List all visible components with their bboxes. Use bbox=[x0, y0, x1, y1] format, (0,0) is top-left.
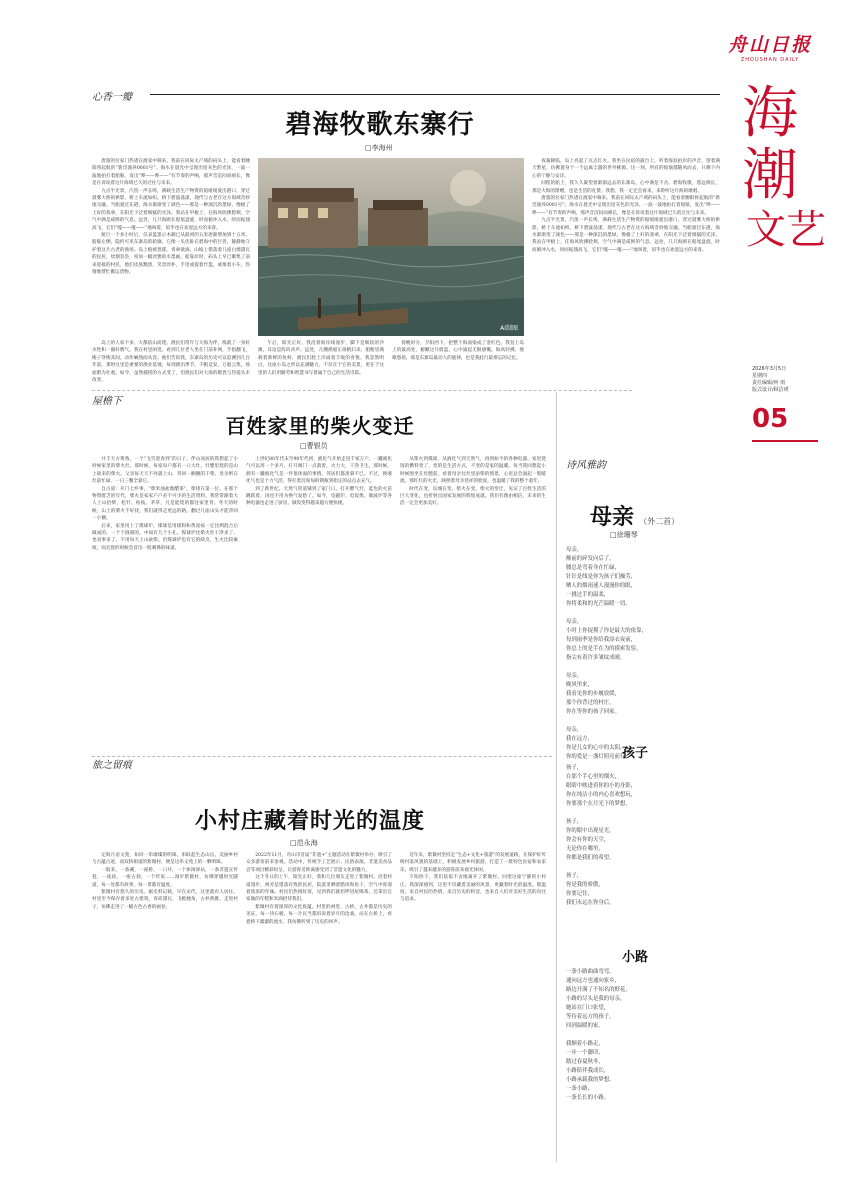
article2-p3: 后来，家里用上了煤球炉。煤球是用煤粉和黄泥按一定比例混合后做成的，一个个圆圆的，中间有几个小孔。煤球炉比柴火灶干净多了，也省事多了，不用每天上山砍柴。但煤球炉也有它的缺点，生火比较麻烦，而且烧的时候会冒出一股刺鼻的味道。 bbox=[92, 523, 238, 551]
column-tag-3-text: 旅之留痕 bbox=[92, 760, 132, 771]
article3-title: 小村庄藏着时光的温度 bbox=[194, 809, 425, 834]
article1-p3: 航行一个多小时后，仅表蓝墨示木颇已从最初的五米逐渐增加到十五米。船舷左侧，隐约可见东寨岛的轮廓，它像一头伏卧在碧海中的巨兽，静静地守护着这片古老的渔场。岛上植被葱郁，青翠欲滴，山坡上错落着几座白墙黛瓦的民居，炊烟袅袅，宛如一幅淡雅的水墨画。船靠岸时，码头上早已聚集了前来迎接的村民，他们皮肤黝黑，笑容淳朴，手里或提着竹篮，或推着小车，热情地帮忙搬运货物。 bbox=[92, 233, 250, 276]
article2-p2: 自古道：开门七件事，“柴米油盐酱醋茶”，柴排在第一位。在那个物资匮乏的年代，柴火是家家户户必不可少的生活资料。我常常跟着大人上山拾柴，松针、枯枝、茅草，凡是能烧的都往家里背。冬天的时候，山上的柴火不好找，我们就得走更远的路，翻过几座山头才能背回一小捆。 bbox=[92, 486, 238, 522]
article2-p7: 时代在变，岛城在变，柴火在变。柴火的变迁，见证了百姓生活的巨大变化，也折射出国家发展的辉煌成就。我们有理由相信，未来的生活一定会更加美好。 bbox=[400, 486, 546, 507]
article3-col1 bbox=[92, 852, 238, 1162]
article3-p8: 夕阳西下，我们依依不舍地离开了紫微村。回望这座宁静的小村庄，我深深感到，这里不仅藏着美丽的风景，更藏着时光的温度。那温度，来自村民的热情，来自历史的积淀，也来自人们对美好生活的向往与追求。 bbox=[400, 875, 546, 903]
article1-p2-repeat: 九点半光景，汽笛一声长鸣，满载生活生产物资的船缓缓驶出港口，穿过晨雾大桥的拱影，桥上车流如织，桥下碧波荡漾，现代与古老在这方海域奇妙地交融。当船驶过东港，海水渐渐变了颜色——那是一种深沉的墨绿，像极了上好的翡翠，在阳光下泛着细腻的光泽。我站在甲板上，任海风吹拂脸颊，空气中满是咸鲜的气息。远处，几只海鸥在船尾盘旋，时而俯冲入水，时而振翅高飞，它们“嘎——嘎——”地叫着，似乎也在欢迎远方的来客。 bbox=[532, 218, 720, 253]
column-tag-4 bbox=[566, 456, 606, 471]
column-tag-4-text: 诗风雅韵 bbox=[566, 460, 606, 471]
date-line-2: 星期四 bbox=[752, 373, 768, 379]
poem3-body: 一条小路曲曲弯弯， 通向远方也通向家乡， 路边开满了不知名的野花， 小路的尽头是我的母亲， 她站在门口张望， 等待着远方的孩子， 回到温暖的家。 我顺着小路走， 一步一个脚印， 踏过春夏秋冬， 小路陪伴我成长， 小路承载我的梦想， 一条小路， 一条长长的小路。 bbox=[566, 969, 631, 1101]
section-name-1: 海 bbox=[742, 81, 798, 146]
section-meta bbox=[752, 366, 822, 394]
article3-col3 bbox=[400, 852, 546, 1162]
section-divider-2 bbox=[92, 756, 552, 757]
page-number: 05 bbox=[752, 404, 789, 434]
article1-byline: □李海州 bbox=[365, 144, 393, 152]
poem2-title: 孩子 bbox=[622, 746, 649, 761]
article2-p4: 上世纪80年代末至90年代初，液化气开始走进千家万户。一罐液化气可以用一个多月，打开阀门一点就着，火力大，干净卫生。那时候，拥有一罐液化气是一件很体面的事情，邻居们都羡慕不已。不过，换液化气也是个力气活，得扛着沉甸甸的钢瓶到指定的站点去充气。 bbox=[246, 457, 392, 485]
article1-p1-repeat: 唐旅的位家门热诸在渡家中频来。我前在回际太产域的码头上，能看着腰阳将起航的“新岱渡养0001号”。海水在晨光中呈现出铅灰色的光泽，一波一波地拍打着船舷，发出“哗——哗——”有节奏的声响，那声音沉闷而绵长，像是在诉说着这片海域已久的过往与未来。 bbox=[532, 196, 720, 216]
article2-byline: □曹银员 bbox=[300, 442, 328, 450]
section-name-3: 文艺 bbox=[746, 207, 826, 253]
date-line-1: 2026年3月5日 bbox=[752, 366, 787, 372]
article2-p6: 从柴火到煤球，从液化气到天然气，再到如今的各种电器，家里烧饭的燃料变了，变的是生活方式，不变的是家的温暖。每当我回想起小时候围坐在灶膛前，看着母亲往灶里添柴的情景，心里总会涌起一股暖流。那红红的火光，映照着母亲慈祥的脸庞，也温暖了我的整个童年。 bbox=[400, 457, 546, 485]
page-number-rule bbox=[752, 440, 818, 442]
article3-p6: 紫微村有着深厚的文化底蕴。村里的祠堂、古桥、古井都是历史的见证，每一块石板、每一片瓦当都诉说着岁月的沧桑。站在古桥上，看着桥下潺潺的流水，我仿佛听到了历史的回声。 bbox=[246, 904, 392, 925]
masthead-logo bbox=[720, 30, 820, 63]
article1-p6: 傍晚时分，夕阳西下，把整个海面染成了金红色。我登上岛上的最高处，俯瞰这片蔚蓝，心中涌起无限感慨。海风轻拂，渔歌悠扬，那是东寨岛最动人的旋律，也是我此行最难忘的记忆。 bbox=[392, 341, 524, 361]
article3-p1: 定海月岙文苑，如同一串璀璨的明珠，串联起生态山岳、美丽乡村与古蕴古迹，而双桥街道的紫微村，便是这串文苑上的一颗明珠。 bbox=[92, 853, 238, 866]
article2-title: 百姓家里的柴火变迁 bbox=[225, 414, 415, 438]
article3-p4: 2022年11月，舟山市首届“非遗+”主题活动在紫微村举办，吸引了众多游客前来参观。活动中，传统手工艺展示、民俗表演、非遗美食品尝等项目精彩纷呈，让游客近距离感受到了非遗文化的魅力。 bbox=[246, 853, 392, 873]
editor-line: 责任编辑/何 雨 bbox=[752, 380, 786, 386]
section-name-2: 潮 bbox=[742, 143, 798, 208]
article2-p1: 井丰天方黄熟，一个“飞雪迎春到”的日子，伴山而居的我想起了小时候家里的柴火灶。那时候，每家每户都有一口大灶，灶膛里烧的是山上砍来的柴火。父亲每天天不亮就上山，背回一捆捆的干柴，母亲则在灶前忙碌，一日三餐全靠它。 bbox=[92, 457, 238, 485]
poem2-body: 孩子， 在那个手心里的烟火， 眼睛中映进着你的小的身影， 你在纯洁小的内心喜欢想玩， 你要那个在月光下的梦想。 孩子， 你的眼中出现星光， 你会有你的天空， 无论你在哪里， 你都是我们的希望。 孩子， 你是我的骄傲， 你要记住， 我们永远在你身后。 bbox=[566, 765, 637, 906]
article2-col2 bbox=[246, 456, 392, 748]
article2-col3 bbox=[400, 456, 546, 748]
poetry-group-title-block bbox=[590, 500, 679, 531]
column-tag-2-text: 屋檐下 bbox=[92, 396, 122, 407]
article1-col4 bbox=[392, 340, 524, 382]
article3-p2: 一般来，一条溪，一座桥，一口井，一个休闲驿站，一条非遗宣传巷，一座庙，一座古刹，一个传说……漫步紫微村，仿佛穿越时光隧道，每一处都有故事，每一景都有温度。 bbox=[92, 867, 238, 888]
section-divider-1 bbox=[92, 390, 632, 391]
article1-p8: 回程的船上，我久久凝望着渐渐远去的东寨岛，心中满是不舍。碧海牧歌，悠远绵长，那是大海的馈赠，也是生活的礼赞。我想，我一定还会再来，来聆听这片海的歌唱。 bbox=[532, 181, 720, 194]
poem1-body: 母亲， 额前的碎发向后了， 腰总是弯着身在忙碌， 针针是线是你为孩子们操劳， 晒人的烟雨迷人漫漫你的眼， 一挑过手的温柔， 你将柔和的光芒温暖一切。 母亲， 小时上你捉摸了你是最大的依靠， 每到雨季是你给我添衣夜前， 你总上的是手在为的摸索发髻， 指尖有着许多皱纹成晴。 母亲， 晚风里来， 我看见你的步履放缓， 那个你背过的村庄， 你在等你的孩子回家。 母亲， 我在远方， 你是儿女的心中的太阳， 你的爱是一盏灯照亮前行。 bbox=[566, 547, 647, 760]
paper-name-en: ZHOUSHAN DAILY bbox=[740, 57, 800, 63]
image-caption: AI制图 bbox=[500, 325, 518, 332]
article3-byline: □范永海 bbox=[290, 839, 318, 847]
column-tag-2 bbox=[92, 392, 122, 407]
article2-p5: 到了新世纪，天然气管道铺到了家门口。打开燃气灶，蓝色的火苗跳跃着，再也不用为换气发愁了。如今，电磁炉、电饭煲、微波炉等各种电器也走进了厨房，做饭变得越来越方便快捷。 bbox=[246, 486, 392, 507]
poetry-group-title: 母亲 bbox=[590, 505, 635, 530]
article1-col5 bbox=[532, 158, 720, 378]
article1-p4: 岛上的人家不多，大都依山而建。渔民们常年与大海为伴，练就了一身好水性和一副好脾气。我在村里闲逛，看到几位老人坐在门前补网，手指翻飞，梭子穿梭其间，动作娴熟而从容。他们告诉我，东寨岛的历史可以追溯到几百年前，那时这里是重要的渔业基地，每到渔汛季节，千帆竞发，万船云集，场面蔚为壮观。如今，虽然捕捞的方式变了，但渔民们对大海的敬畏与热爱从未改变。 bbox=[92, 341, 250, 384]
poem3-title: 小路 bbox=[622, 950, 649, 965]
article1-p7: 夜幕降临，岛上亮起了点点灯火。我坐在民宿的露台上，听着海浪拍岸的声音，望着满天繁星，仿佛置身于一个远离尘嚣的世外桃源。这一刻，所有的烦恼都随风而去，只剩下内心的宁静与安详。 bbox=[532, 159, 720, 179]
article2-col1 bbox=[92, 456, 238, 748]
article1-image bbox=[258, 158, 524, 336]
article3-p3: 紫微村有悠久的历史。据史料记载，早在宋代，这里就有人居住。村里至今保存着多处古建筑，青砖黛瓦，飞檐翘角，古朴典雅。走进村子，仿佛走进了一幅古色古香的画卷。 bbox=[92, 890, 238, 910]
paper-name: 舟山日报 bbox=[727, 34, 812, 56]
designer-line: 版式设计/顾洁瑛 bbox=[752, 387, 789, 393]
poetry-group-subtitle: （外二首） bbox=[639, 517, 680, 526]
article3-p5: 这个冬日的上午，阳光正好，我和几位朋友走进了紫微村。沿着村道漫步，两旁是错落有致的民居，院落里晒着腊肉和鱼干，空气中弥漫着浓浓的年味。村民们热情好客，见到我们就招呼进屋喝茶，还拿出自家做的年糕和米酒招待我们。 bbox=[246, 875, 392, 903]
column-tag-3 bbox=[92, 756, 132, 771]
article1-p2: 九点半光景，汽笛一声长鸣，满载生活生产物资的船缓缓驶出港口，穿过晨雾大桥的拱影，桥上车流如织，桥下碧波荡漾，现代与古老在这方海域奇妙地交融。当船驶过东港，海水渐渐变了颜色——那是一种深沉的墨绿，像极了上好的翡翠，在阳光下泛着细腻的光泽。我站在甲板上，任海风吹拂脸颊，空气中满是咸鲜的气息。远处，几只海鸥在船尾盘旋，时而俯冲入水，时而振翅高飞，它们“嘎——嘎——”地叫着，似乎也在欢迎远方的来客。 bbox=[92, 188, 250, 231]
column-tag-1-text: 心香一瓣 bbox=[92, 92, 132, 103]
article3-p7: 近年来，紫微村坚持走“生态+文化+旅游”的发展道路，在保护好传统村落风貌的基础上，积极发展乡村旅游，打造了一批特色民宿和农家乐，吸引了越来越多的游客前来观光休闲。 bbox=[400, 853, 546, 873]
illustration-svg bbox=[258, 158, 524, 336]
poetry-divider bbox=[556, 392, 557, 1162]
article1-col2 bbox=[92, 340, 250, 382]
column-tag-1 bbox=[92, 88, 132, 103]
article1-p1: 唐旅的位家门热诸在渡家中频来。我前在回际太产域的码头上，能看着腰阳将起航的“新岱渡养0001号”。海水在晨光中呈现出铅灰色的光泽，一波一波地拍打着船舷，发出“哗——哗——”有节奏的声响，那声音沉闷而绵长，像是在诉说着这片海域已久的过往与未来。 bbox=[92, 159, 250, 187]
column-rule-1 bbox=[150, 94, 720, 95]
poetry-author: □徐珊琴 bbox=[610, 531, 638, 539]
article1-p5: 午后，阳光正好。我沿着海岸线漫步，脚下是细软的沙滩，耳边是阵阵涛声。远处，几艘渔船正扬帆归来，船舱里满载着新鲜的鱼虾，渔民们脸上洋溢着丰收的喜悦。我忽然明白，这座小岛之所以充满魅力，不仅在于它的美景，更在于这里的人们用勤劳和智慧书写着属于自己的生活诗篇。 bbox=[258, 341, 384, 376]
article3-col2 bbox=[246, 852, 392, 1162]
article1-col1 bbox=[92, 158, 250, 338]
article1-title: 碧海牧歌东寨行 bbox=[285, 110, 475, 140]
article1-col3 bbox=[258, 340, 384, 382]
